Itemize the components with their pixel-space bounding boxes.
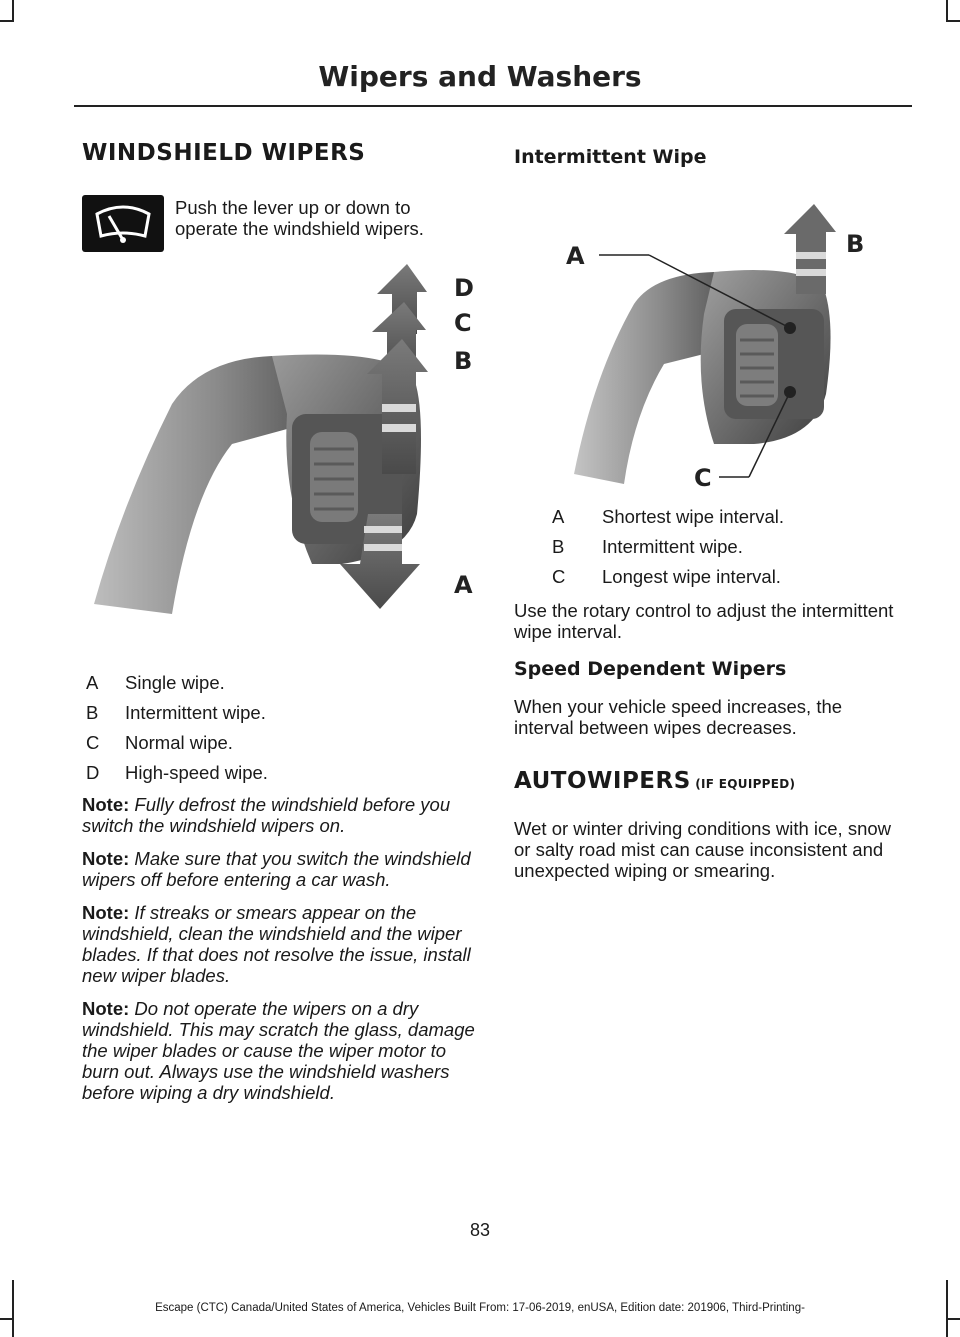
note: Note: If streaks or smears appear on the windshield, clean the windshield and the wiper blades. If that does not resolve the issue, install new wiper blades. [82, 902, 471, 986]
figure-label-c: C [694, 464, 712, 492]
legend-row [82, 672, 477, 702]
legend-text: Intermittent wipe. [125, 702, 266, 723]
figure-label-b: B [454, 347, 473, 375]
header-rule [74, 105, 912, 107]
intermittent-figure [514, 194, 894, 492]
crop-mark [0, 20, 14, 22]
legend-key: A [552, 506, 565, 527]
legend-key: D [86, 762, 100, 783]
rotary-control-text: Use the rotary control to adjust the intermittent wipe interval. [514, 600, 894, 642]
figure-label-b: B [846, 230, 865, 258]
intermittent-wipe-heading: Intermittent Wipe [514, 146, 707, 168]
legend-text: Shortest wipe interval. [602, 506, 785, 527]
legend-row [82, 762, 477, 792]
legend-text: Intermittent wipe. [602, 536, 743, 557]
figure-label-a: A [566, 242, 585, 270]
page-number: 83 [469, 1220, 491, 1240]
autowipers-heading: AUTOWIPERS (IF EQUIPPED) [514, 768, 796, 794]
note: Note: Make sure that you switch the windshield wipers off before entering a car wash. [82, 848, 471, 890]
speed-dependent-text: When your vehicle speed increases, the interval between wipes decreases. [514, 696, 843, 738]
left-column [82, 140, 477, 1103]
legend-row [82, 732, 477, 762]
legend-key: A [86, 672, 99, 693]
legend-row [548, 506, 894, 536]
legend-key: C [552, 566, 566, 587]
intermittent-legend [548, 506, 894, 596]
note: Note: Do not operate the wipers on a dry windshield. This may scratch the glass, damage the wiper blades or cause the wiper motor to burn out. Always use the windshield washers before wiping a dry windshield. [82, 998, 475, 1103]
wipers-intro [82, 195, 477, 252]
legend-key: C [86, 732, 100, 753]
legend-key: B [552, 536, 565, 557]
intermittent-lever-illustration [514, 194, 894, 484]
crop-mark [946, 20, 960, 22]
page-footer: Escape (CTC) Canada/United States of America, Vehicles Built From: 17-06-2019, enUSA, Edition date: 201906, Third-Printing- [155, 1302, 805, 1314]
crop-mark [946, 1318, 960, 1320]
legend-text: Normal wipe. [125, 732, 233, 753]
wiper-legend [82, 672, 477, 792]
figure-label-a: A [454, 571, 473, 599]
legend-text: High-speed wipe. [125, 762, 268, 783]
legend-row [548, 566, 894, 596]
legend-text: Single wipe. [125, 672, 225, 693]
crop-mark [12, 0, 14, 22]
figure-label-d: D [454, 274, 474, 302]
speed-dependent-heading: Speed Dependent Wipers [514, 658, 787, 680]
note: Note: Fully defrost the windshield before you switch the windshield wipers on. [82, 794, 451, 836]
legend-text: Longest wipe interval. [602, 566, 781, 587]
crop-mark [0, 1318, 14, 1320]
windshield-wiper-icon [82, 195, 164, 252]
wipers-intro-text: Push the lever up or down to operate the windshield wipers. [175, 197, 424, 239]
legend-key: B [86, 702, 99, 723]
legend-row [548, 536, 894, 566]
legend-row [82, 702, 477, 732]
crop-mark [946, 0, 948, 22]
right-column [514, 140, 894, 881]
wiper-lever-illustration [82, 264, 477, 654]
page-header-title: Wipers and Washers [318, 60, 642, 93]
if-equipped-label: (IF EQUIPPED) [690, 777, 796, 791]
wiper-lever-figure [82, 264, 477, 654]
windshield-wipers-heading: WINDSHIELD WIPERS [82, 140, 366, 166]
figure-label-c: C [454, 309, 472, 337]
autowipers-text: Wet or winter driving conditions with ice, snow or salty road mist can cause inconsistent and unexpected wiping or smearing. [514, 818, 892, 881]
